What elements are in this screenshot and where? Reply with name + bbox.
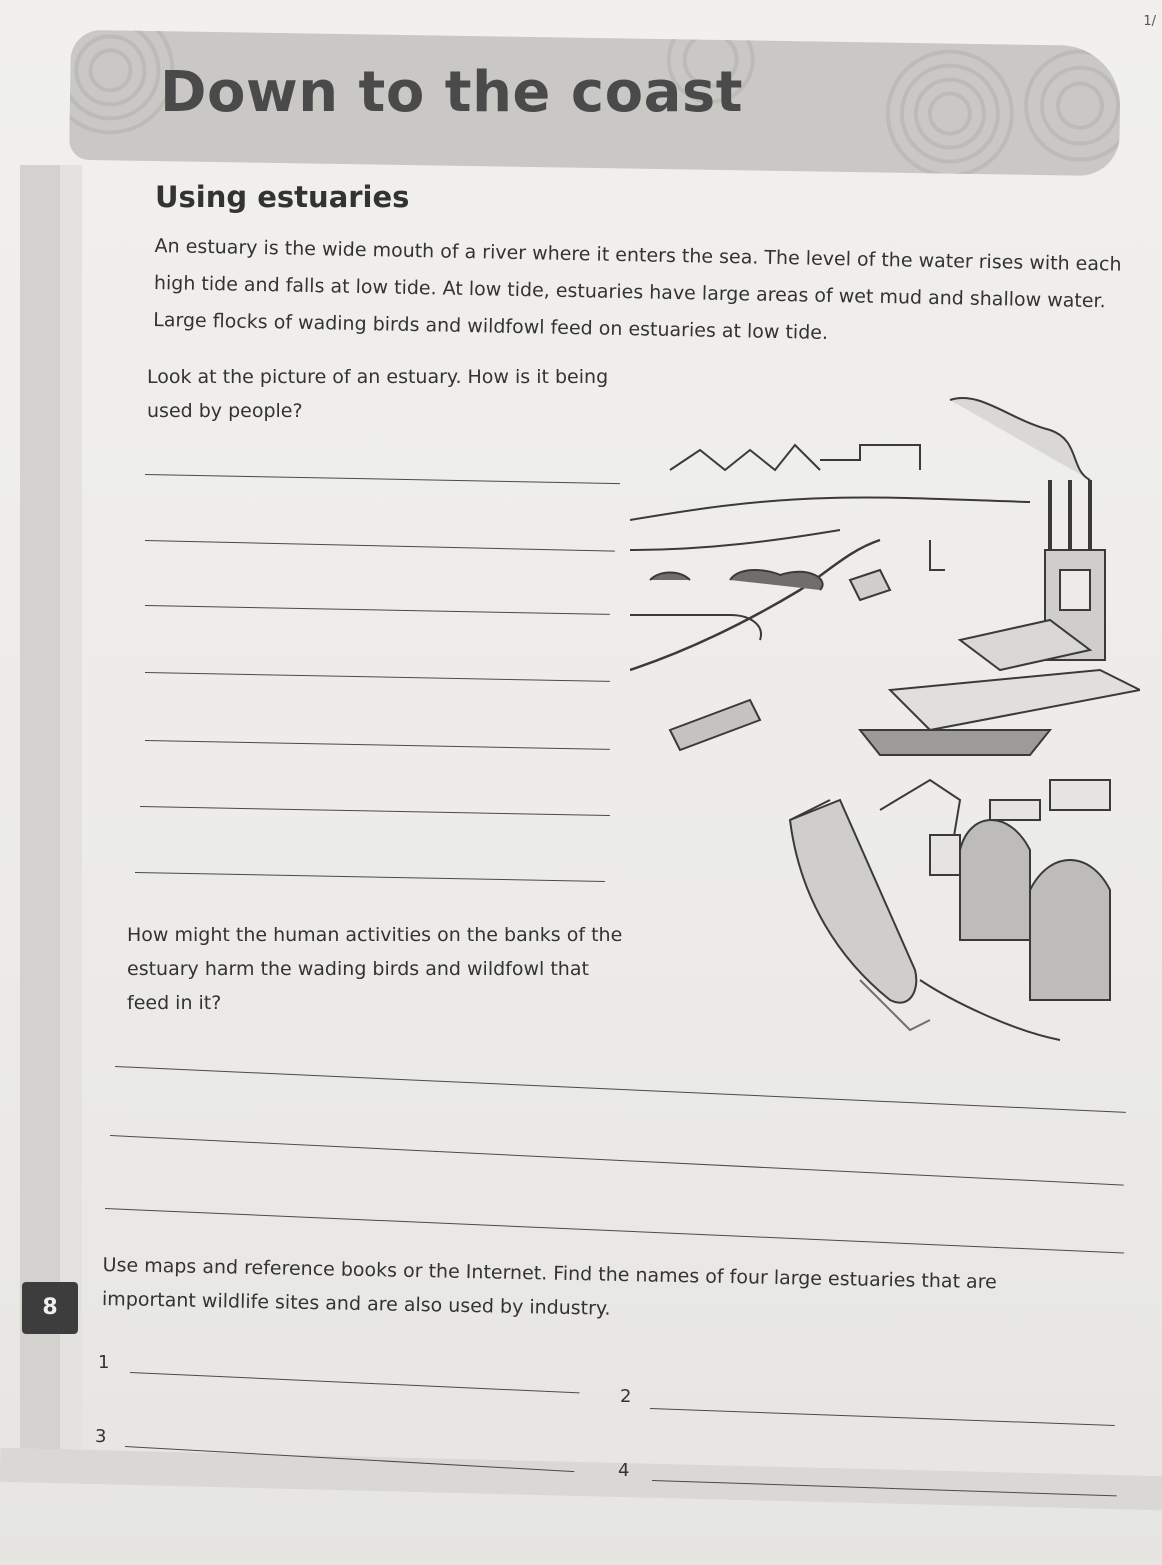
- question-1: Look at the picture of an estuary. How is it being used by people?: [147, 366, 609, 422]
- activity-instructions: Use maps and reference books or the Internet. Find the names of four large estuaries that are important wildlife sites and are also used by industry.: [101, 1253, 997, 1320]
- page-number: 1/: [1143, 14, 1156, 29]
- answer-line-estuary-1[interactable]: [130, 1372, 580, 1393]
- section-title: Using estuaries: [155, 180, 410, 214]
- intro-paragraph: An estuary is the wide mouth of a river where it enters the sea. The level of the water rises with each high tide and falls at low tide. At low tide, estuaries have large areas of wet mud and shallow water. Large flocks of wading birds and wildfowl feed on estuaries at low tide.: [153, 234, 1122, 344]
- answer-line-q1-3[interactable]: [145, 605, 610, 615]
- answer-line-q1-4[interactable]: [145, 672, 610, 682]
- bottom-band: [0, 1448, 1162, 1510]
- answer-line-q1-5[interactable]: [145, 740, 610, 750]
- answer-line-estuary-2[interactable]: [650, 1408, 1115, 1426]
- answer-line-q1-1[interactable]: [145, 474, 620, 484]
- estuary-illustration: [630, 380, 1140, 1060]
- answer-label-1: 1: [98, 1352, 110, 1373]
- answer-line-q1-7[interactable]: [135, 872, 605, 882]
- page-title: Down to the coast: [160, 60, 743, 125]
- answer-label-4: 4: [618, 1460, 630, 1481]
- activity-number-badge: 8: [22, 1282, 78, 1334]
- answer-label-2: 2: [620, 1386, 632, 1407]
- answer-line-q2-3[interactable]: [105, 1208, 1124, 1253]
- answer-line-q2-2[interactable]: [110, 1135, 1124, 1186]
- answer-label-3: 3: [95, 1426, 107, 1447]
- answer-line-q1-6[interactable]: [140, 806, 610, 816]
- question-2: How might the human activities on the banks of the estuary harm the wading birds and wildfowl that feed in it?: [127, 924, 623, 1014]
- answer-line-q1-2[interactable]: [145, 540, 615, 552]
- side-margin-band-inner: [60, 165, 82, 1465]
- answer-line-q2-1[interactable]: [115, 1066, 1126, 1113]
